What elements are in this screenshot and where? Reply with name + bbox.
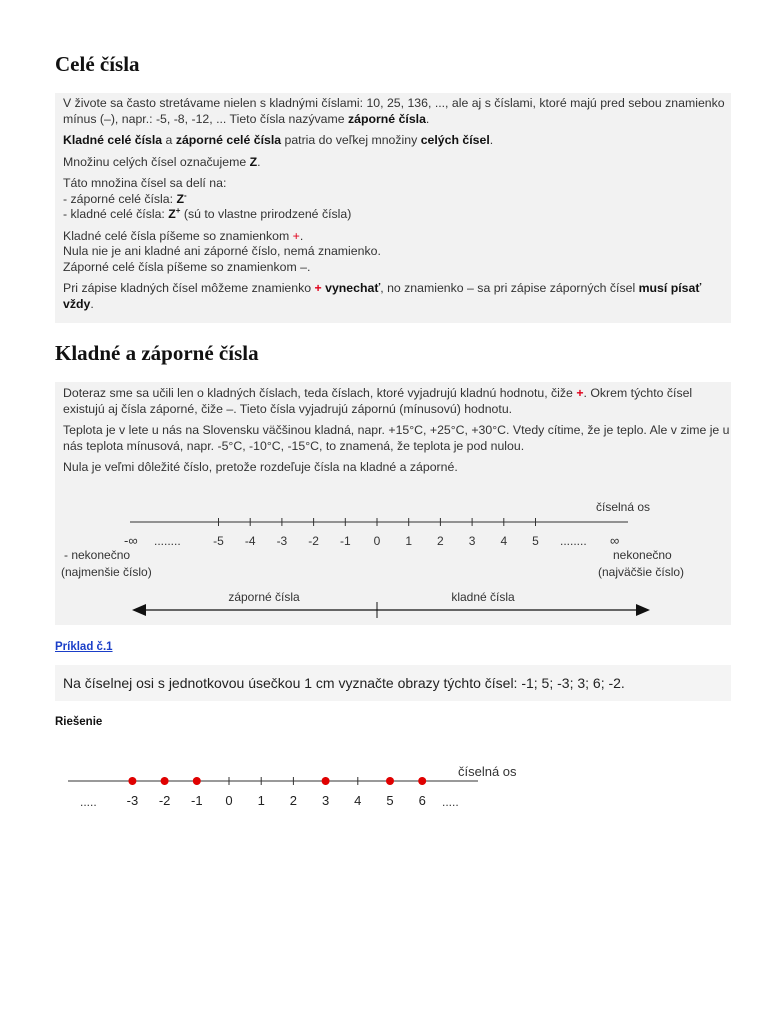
marked-point [386,777,394,785]
tick-label: 3 [321,793,330,808]
tick-label: -1 [191,793,203,808]
text: - kladné celé čísla: [63,207,169,221]
tick-label: 0 [373,534,381,548]
marked-point [128,777,136,785]
positive-infinity: ∞ [610,533,620,548]
superscript: - [183,190,187,200]
text: . [299,228,304,243]
solution-axis-label: číselná os [458,764,517,779]
tick-label: -1 [339,534,351,548]
marked-point [418,777,426,785]
text: a [162,133,176,147]
text: . [90,296,94,311]
tick-label: 1 [257,793,265,808]
negative-numbers-label: záporné čísla [228,590,300,604]
tick-label: -3 [276,534,288,548]
text: . [425,111,430,126]
tick-label: -3 [126,793,139,808]
section-title-kladne-zaporne: Kladné a záporné čísla [55,341,259,365]
text: Pri zápise kladných čísel môžeme znamienko [63,281,315,295]
text: Doteraz sme sa učili len o kladných číslach, teda číslach, ktoré vyjadrujú kladnú hodnotu, čiže [63,386,577,400]
solution-label: Riešenie [55,716,103,728]
tick-label: 2 [289,793,298,808]
plus-sign: + [314,281,322,295]
text: Kladné celé čísla píšeme so znamienkom [63,228,293,243]
plus-sign: + [292,228,300,243]
term: vynechať [321,281,381,295]
example-task: Na číselnej osi s jednotkovou úsečkou 1 cm vyznačte obrazy týchto čísel: -1; 5; -3; 3; 6; -2. [55,665,731,701]
tick-label: 5 [532,534,539,548]
superscript: + [175,205,181,215]
text: Záporné celé čísla píšeme so znamienkom –. [63,259,311,274]
marked-point [161,777,169,785]
axis-label: číselná os [596,500,651,514]
text: . [489,133,494,147]
positive-numbers-label: kladné čísla [451,590,515,604]
dots-left: ........ [154,534,181,548]
negative-infinity: -∞ [124,533,138,548]
marked-point [193,777,201,785]
term: celých čísel [420,133,490,147]
tick-label: 4 [354,793,362,808]
section-title-cele-cisla: Celé čísla [55,52,140,76]
pos-infinity-note: (najväčšie číslo) [598,565,685,579]
tick-label: -5 [213,534,224,548]
solution-dots-left: ..... [80,795,97,809]
dots-right: ........ [560,534,587,548]
symbol-z: Z [176,191,184,206]
tick-label: -2 [158,793,171,808]
text: . Okrem týchto čísel existujú aj čísla záporné, čiže –. Tieto čísla vyjadrujú zápornú (mínusovú) hodnotu. [63,386,693,416]
text: Množinu celých čísel označujeme [63,154,250,169]
text: , no znamienko – sa pri zápise záporných čísel [380,281,639,295]
term: záporné celé čísla [175,133,282,147]
tick-label: 4 [500,534,508,548]
tick-label: -4 [244,534,256,548]
term: musí písať vždy [63,281,702,311]
term-zaporne-cisla: záporné čísla [348,111,426,126]
pos-infinity-label: nekonečno [613,548,672,562]
term: Kladné celé čísla [63,133,163,147]
text: Nula nie je ani kladné ani záporné číslo, nemá znamienko. [63,244,381,258]
solution-dots-right: ..... [442,795,459,809]
neg-infinity-label: - nekonečno [64,548,131,562]
example-link[interactable]: Príklad č.1 [55,641,113,653]
plus-sign: + [576,386,584,400]
tick-label: 6 [418,793,426,808]
symbol-z: Z [168,207,176,221]
tick-label: 2 [437,534,444,548]
text: (sú to vlastne prirodzené čísla) [180,207,352,221]
tick-label: 5 [386,793,394,808]
text: Táto množina čísel sa delí na: [63,176,227,190]
paragraph-temperature: Teplota je v lete u nás na Slovensku väčšinou kladná, napr. +15°C, +25°C, +30°C. Vtedy cítime, že je teplo. Ale v zime je u nás teplota mínusová, napr. -5°C, -10°C, -15°C, to znamená, že teplota je pod nulou. [63,423,730,453]
solution-axis-ticks [127,777,427,808]
paragraph-zero: Nula je veľmi dôležité číslo, pretože rozdeľuje čísla na kladné a záporné. [63,460,458,474]
arrow-right-icon [636,604,650,616]
tick-label: -2 [308,534,319,548]
text: V živote sa často stretávame nielen s kladnými číslami: 10, 25, 136, ..., ale aj s číslami, ktoré majú pred sebou znamienko mínus (–), napr.: -5, -8, -12, ... Tieto čísla nazývame [63,96,725,126]
arrow-left-icon [132,604,146,616]
marked-point [322,777,330,785]
symbol-z: Z [249,154,258,169]
tick-label: 3 [468,534,476,548]
tick-label: 1 [405,534,413,548]
text: . [257,154,261,169]
text: - záporné celé čísla: [63,191,177,206]
text: patria do veľkej množiny [281,133,421,147]
tick-label: 0 [225,793,233,808]
neg-infinity-note: (najmenšie číslo) [61,565,152,579]
